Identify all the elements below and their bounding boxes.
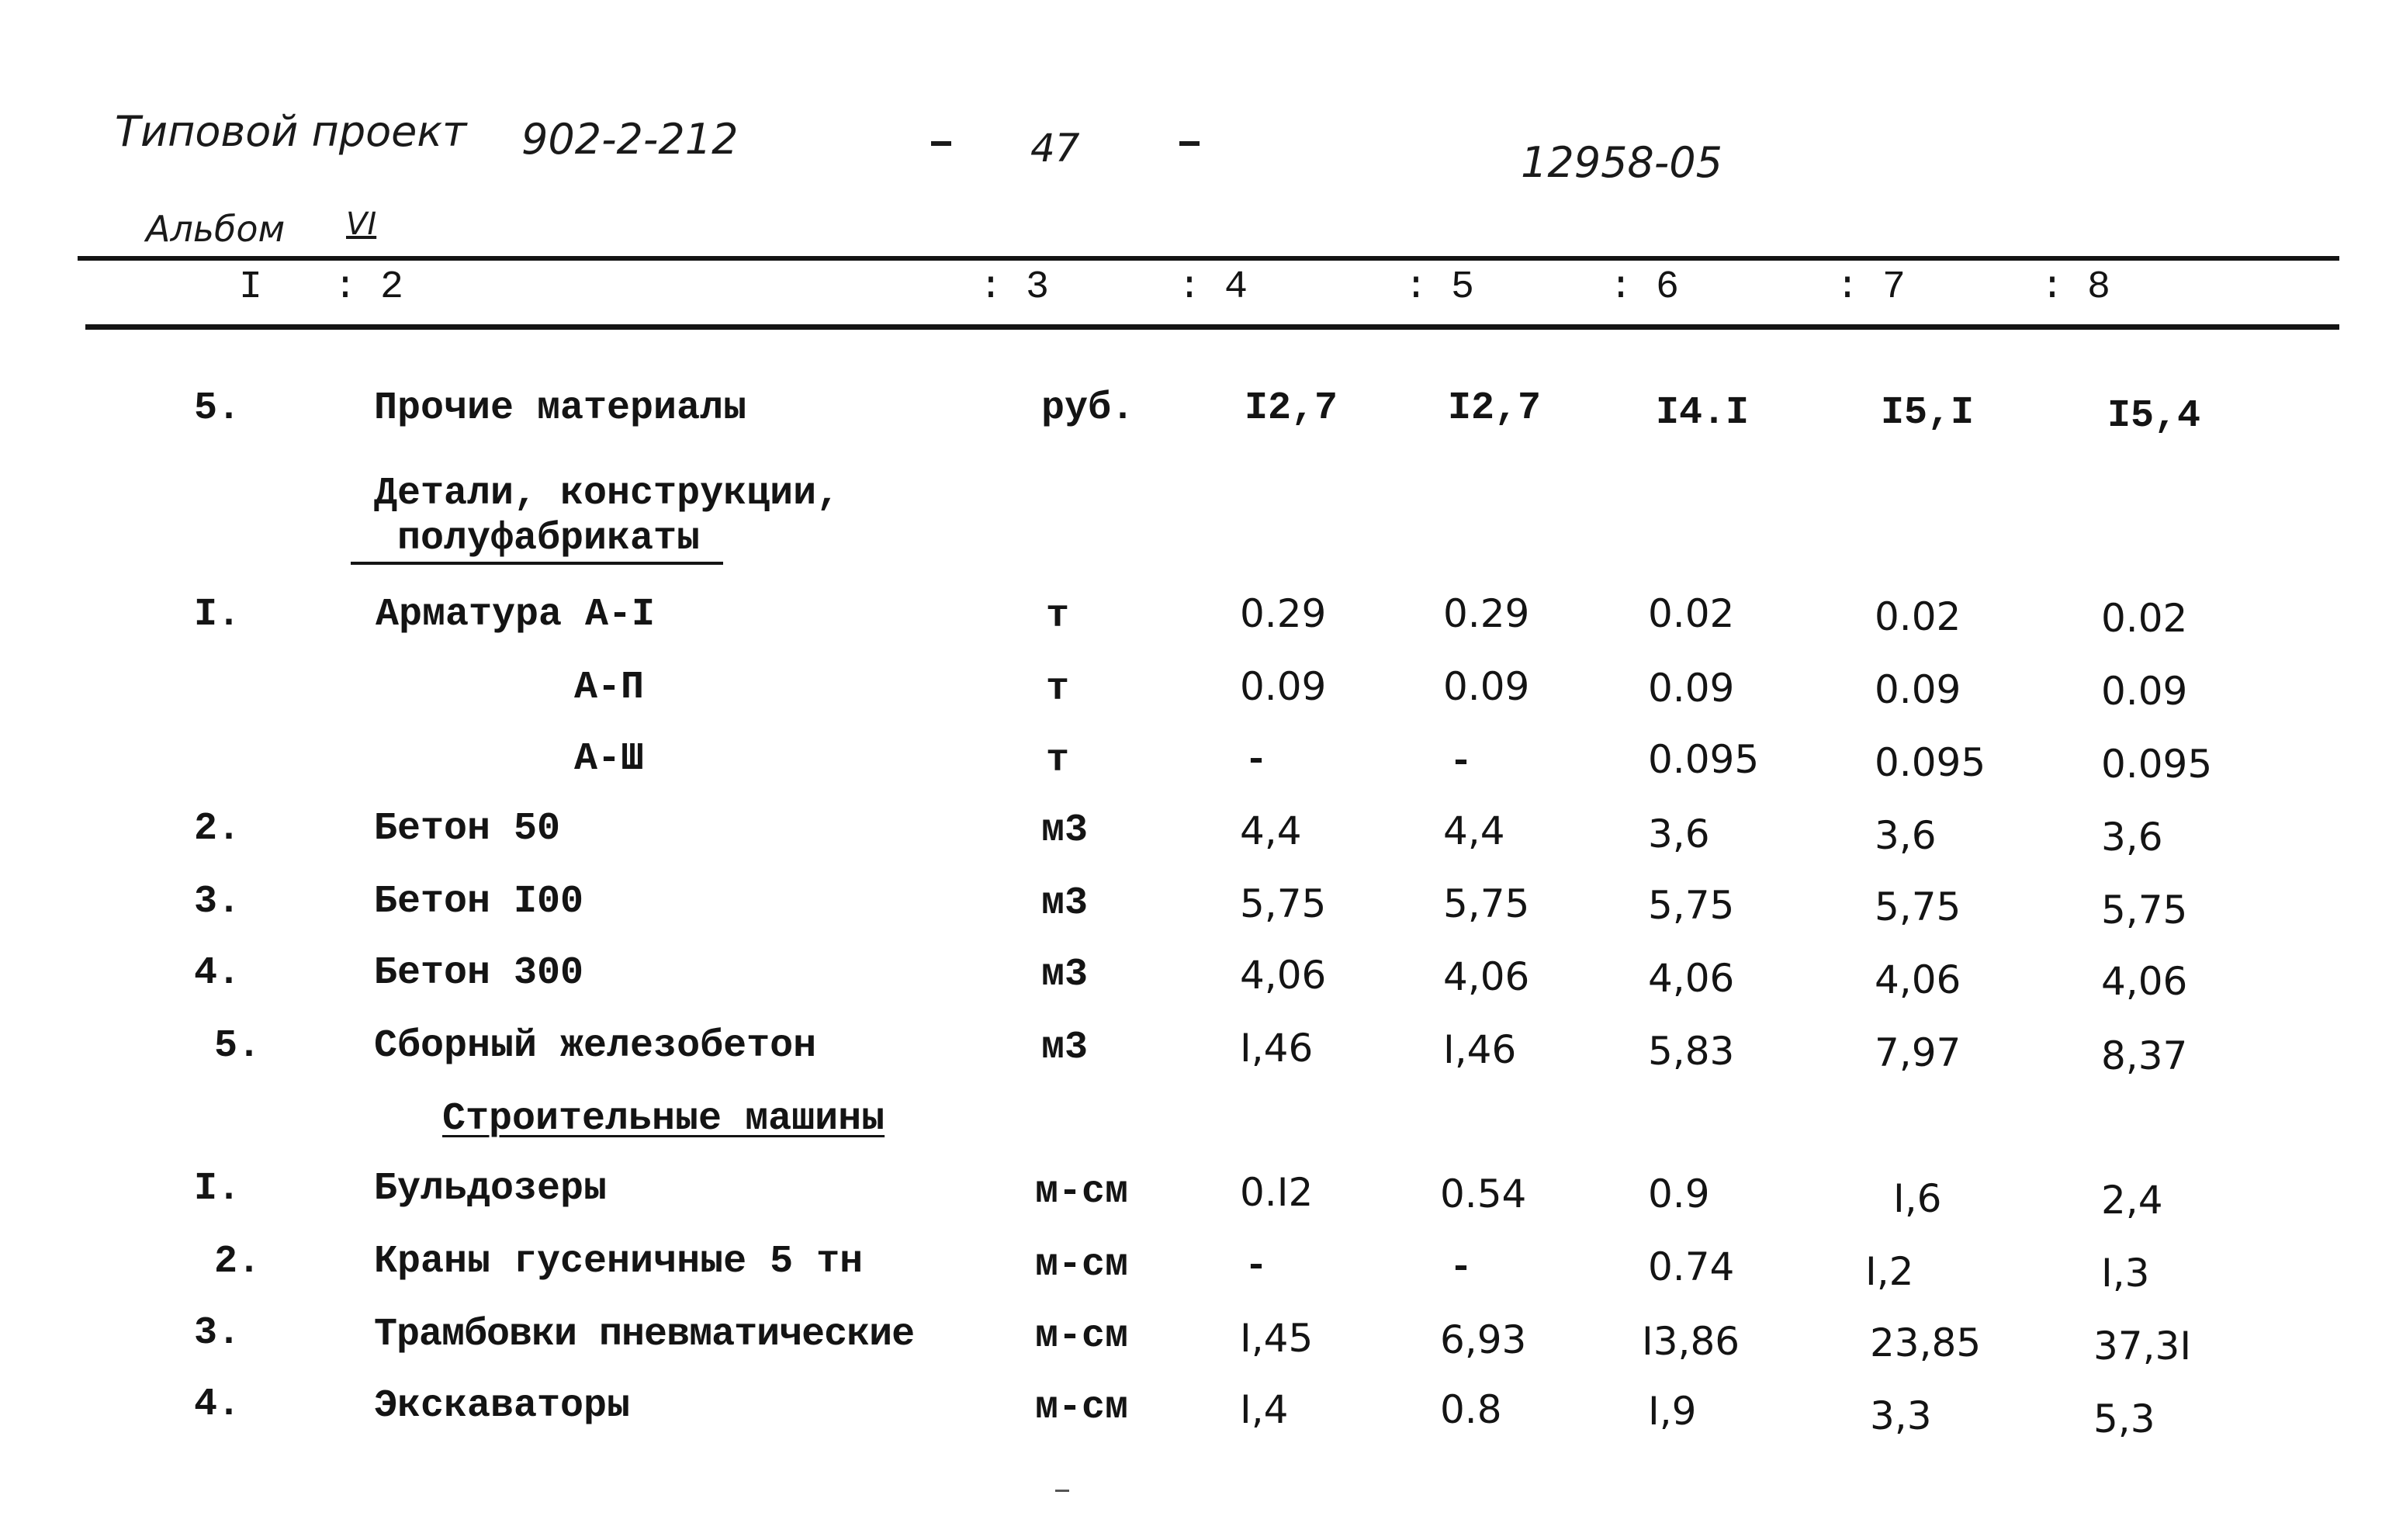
row-name: Прочие материалы [374, 386, 747, 431]
row-value: 0.02 [2101, 596, 2188, 641]
row-value: 6,93 [1440, 1317, 1527, 1362]
column-header-5: : 5 [1404, 265, 1475, 310]
project-label: Типовой проект [115, 107, 467, 156]
row-value: 5,75 [1443, 881, 1530, 926]
row-value: 0.29 [1443, 591, 1530, 636]
column-header-7: : 7 [1836, 265, 1906, 310]
row-value: I5,I [1881, 391, 1975, 435]
row-value: 0.09 [1240, 664, 1327, 709]
row-value: 0.09 [1648, 666, 1735, 711]
row-value: 4,06 [1443, 954, 1530, 999]
row-value: 0.02 [1648, 591, 1735, 636]
section-heading-machines: Строительные машины [442, 1097, 885, 1141]
row-unit: руб. [1041, 386, 1135, 431]
row-value: - [1245, 1244, 1269, 1289]
row-number: 2. [194, 807, 241, 851]
doc-number: 12958-05 [1521, 138, 1722, 187]
row-name: А-Ш [574, 737, 645, 781]
column-header-6: : 6 [1609, 265, 1680, 310]
row-number: 5. [194, 386, 241, 431]
row-value: 3,6 [1875, 813, 1937, 858]
row-name: Арматура А-I [376, 593, 656, 637]
row-value: I2,7 [1448, 386, 1542, 431]
row-value: 0.09 [2101, 669, 2188, 714]
row-value: 0.74 [1648, 1244, 1735, 1289]
column-header-4: : 4 [1178, 265, 1248, 310]
row-name: Экскаваторы [374, 1384, 631, 1428]
row-unit: м3 [1041, 953, 1089, 997]
row-unit: м3 [1041, 808, 1089, 853]
row-value: I,6 [1893, 1176, 1942, 1221]
row-unit: м-см [1035, 1386, 1129, 1430]
row-value: 37,3I [2093, 1324, 2192, 1369]
row-value: 5,75 [1875, 884, 1961, 929]
row-number: I. [194, 1167, 241, 1211]
row-value: 4,06 [1240, 953, 1327, 998]
row-value: 0.9 [1648, 1171, 1710, 1216]
row-value: I4.I [1656, 391, 1750, 435]
row-unit: м3 [1041, 1026, 1089, 1070]
row-value: I,2 [1865, 1249, 1914, 1294]
row-unit: м-см [1035, 1243, 1129, 1287]
row-value: - [1245, 739, 1269, 783]
row-value: 4,4 [1240, 808, 1302, 853]
row-name: Бетон 50 [374, 807, 561, 851]
column-header-1: I [239, 265, 263, 310]
row-number: 5. [214, 1024, 261, 1068]
row-number: 2. [214, 1240, 261, 1284]
column-header-8: : 8 [2041, 265, 2111, 310]
row-value: - [1449, 1246, 1473, 1290]
row-name: Сборный железобетон [374, 1024, 817, 1068]
row-name: А-П [574, 666, 645, 710]
row-value: 4,06 [2101, 959, 2188, 1004]
column-header-3: : 3 [979, 265, 1050, 310]
section-heading-parts [374, 472, 840, 565]
row-name: Бульдозеры [374, 1167, 608, 1211]
row-number: I. [194, 593, 241, 637]
row-value: I5,4 [2107, 394, 2201, 438]
row-value: 0.8 [1440, 1387, 1502, 1432]
page-mark [1055, 1490, 1069, 1492]
column-header-2: : 2 [334, 265, 404, 310]
row-value: 4,4 [1443, 808, 1505, 853]
row-value: 3,6 [2101, 815, 2163, 860]
row-value: 0.095 [2101, 742, 2213, 787]
row-value: 5,3 [2093, 1396, 2155, 1441]
row-unit: т [1046, 739, 1070, 783]
row-value: 0.09 [1443, 664, 1530, 709]
row-value: 0.I2 [1240, 1170, 1314, 1215]
row-value: 4,06 [1875, 957, 1961, 1002]
row-unit: т [1046, 667, 1070, 711]
row-name: Краны гусеничные 5 тн [374, 1240, 864, 1284]
row-name: Трамбовки пневматические [374, 1313, 915, 1357]
row-value: 8,37 [2101, 1033, 2188, 1078]
top-rule [78, 256, 2339, 261]
page-number: 47 [1030, 126, 1080, 171]
row-value: 2,4 [2101, 1178, 2163, 1223]
row-unit: м-см [1035, 1170, 1129, 1214]
row-value: I,46 [1240, 1026, 1314, 1071]
row-value: 0.54 [1440, 1171, 1527, 1216]
row-value: 4,06 [1648, 956, 1735, 1001]
row-unit: м3 [1041, 881, 1089, 926]
page-number-dash-left [931, 141, 951, 146]
row-value: 7,97 [1875, 1030, 1961, 1075]
row-number: 3. [194, 880, 241, 924]
row-unit: м-см [1035, 1314, 1129, 1358]
row-value: - [1449, 740, 1473, 784]
row-value: 0.02 [1875, 594, 1961, 639]
row-value: 5,75 [1240, 881, 1327, 926]
album-number: VI [346, 206, 377, 242]
page-number-dash-right [1179, 141, 1200, 146]
row-unit: т [1046, 594, 1070, 638]
row-value: 3,3 [1870, 1393, 1932, 1438]
row-value: 5,75 [1648, 883, 1735, 928]
row-value: 5,83 [1648, 1029, 1735, 1074]
row-number: 3. [194, 1311, 241, 1355]
row-value: I,9 [1648, 1389, 1697, 1434]
row-value: I2,7 [1245, 386, 1338, 431]
row-value: 3,6 [1648, 812, 1710, 857]
row-value: I,46 [1443, 1027, 1517, 1072]
row-value: 0.29 [1240, 591, 1327, 636]
project-code: 902-2-212 [521, 115, 739, 164]
row-name: Бетон I00 [374, 880, 584, 924]
album-label: Альбом [146, 208, 286, 250]
section-heading-line2: полуфабрикаты [351, 517, 723, 565]
row-number: 4. [194, 1383, 241, 1427]
row-value: I,45 [1240, 1316, 1314, 1361]
row-value: I,3 [2101, 1251, 2150, 1296]
row-value: 5,75 [2101, 888, 2188, 933]
row-value: I3,86 [1642, 1319, 1740, 1364]
row-value: 0.095 [1875, 740, 1986, 785]
row-name: Бетон 300 [374, 951, 584, 995]
row-value: 23,85 [1870, 1320, 1982, 1365]
row-number: 4. [194, 951, 241, 995]
section-heading-line1: Детали, конструкции, [374, 472, 840, 516]
row-value: 0.09 [1875, 667, 1961, 712]
row-value: I,4 [1240, 1387, 1289, 1432]
row-value: 0.095 [1648, 737, 1760, 782]
header-bottom-rule [85, 324, 2339, 330]
